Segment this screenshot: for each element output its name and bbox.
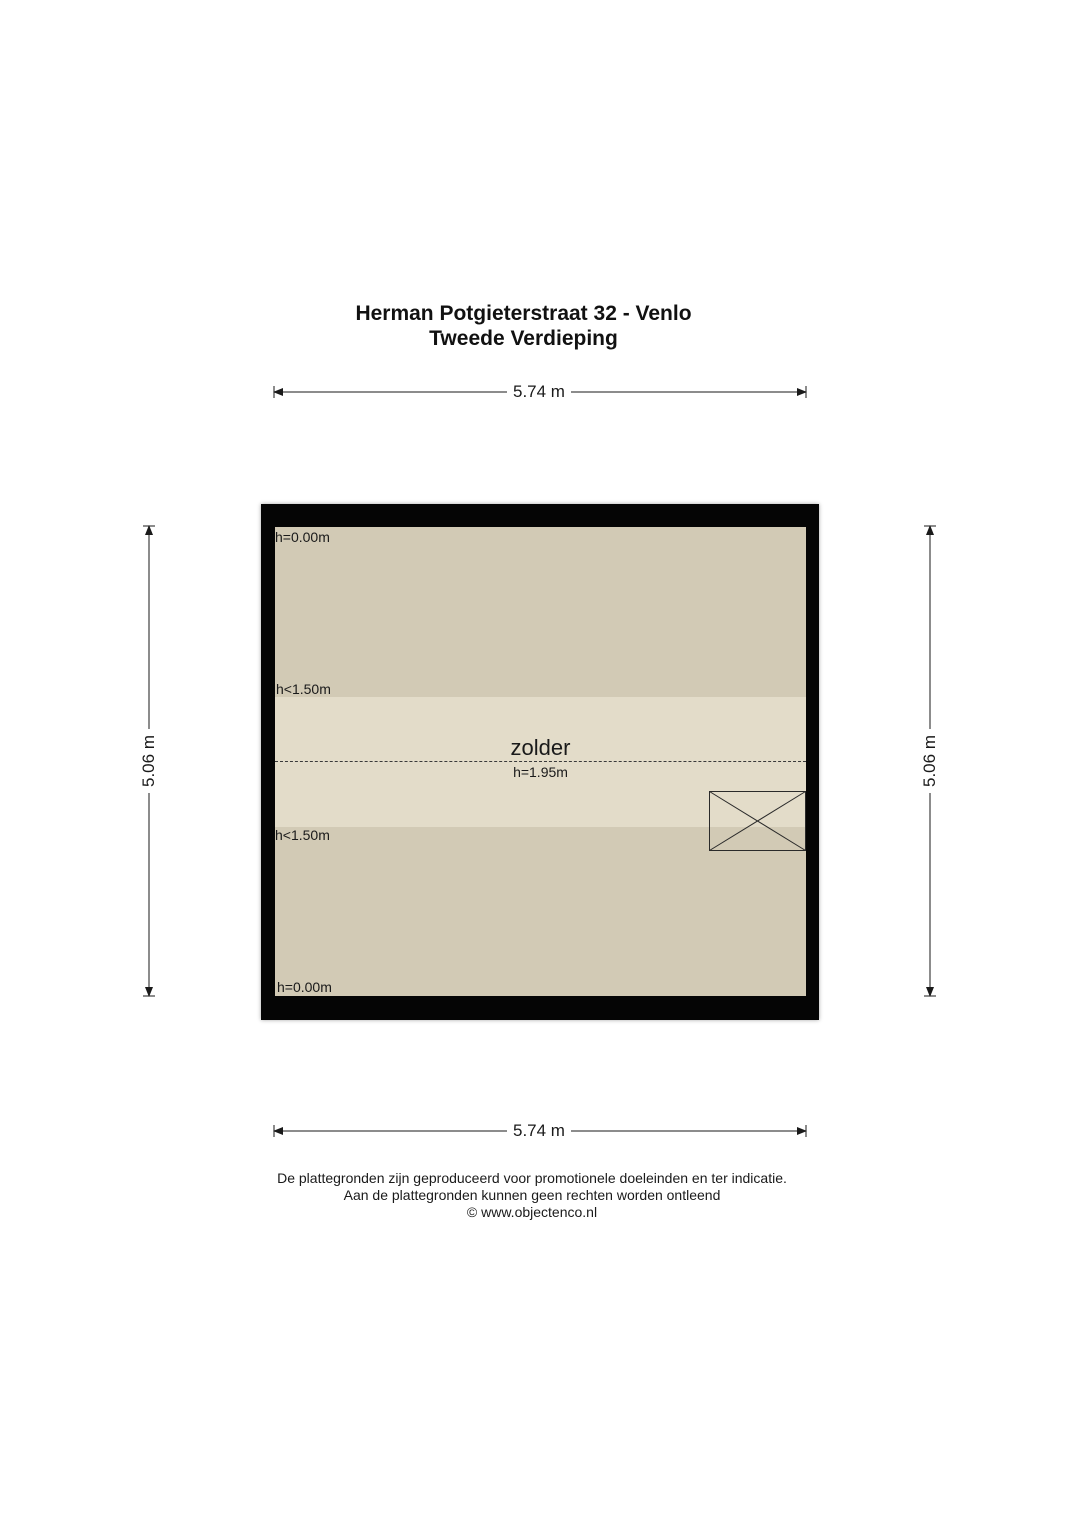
bottom-width-label: 5.74 m xyxy=(507,1121,571,1141)
top-width-label: 5.74 m xyxy=(507,382,571,402)
floor-subtitle: Tweede Verdieping xyxy=(429,327,618,350)
left-depth-label: 5.06 m xyxy=(139,729,159,793)
disclaimer-line-2: Aan de plattegronden kunnen geen rechten worden ontleend xyxy=(343,1187,721,1203)
disclaimer xyxy=(0,1170,1064,1221)
right-depth-label: 5.06 m xyxy=(920,729,940,793)
room-ridge-height: h=1.95m xyxy=(513,764,568,780)
height-label-top-edge: h=0.00m xyxy=(275,529,330,545)
copyright-link[interactable]: © www.objectenco.nl xyxy=(466,1204,598,1220)
stair-hatch-icon xyxy=(709,791,806,851)
room-zolder xyxy=(275,527,806,996)
height-label-bottom-edge: h=0.00m xyxy=(277,979,332,995)
room-name: zolder xyxy=(510,735,571,760)
disclaimer-line-1: De plattegronden zijn geproduceerd voor promotionele doeleinden en ter indicatie. xyxy=(277,1170,787,1186)
height-label-lower-limit: h<1.50m xyxy=(275,827,330,843)
plan-title: Herman Potgieterstraat 32 - Venlo xyxy=(355,302,692,325)
roof-ridge-line xyxy=(275,761,806,762)
height-label-upper-limit: h<1.50m xyxy=(276,681,331,697)
